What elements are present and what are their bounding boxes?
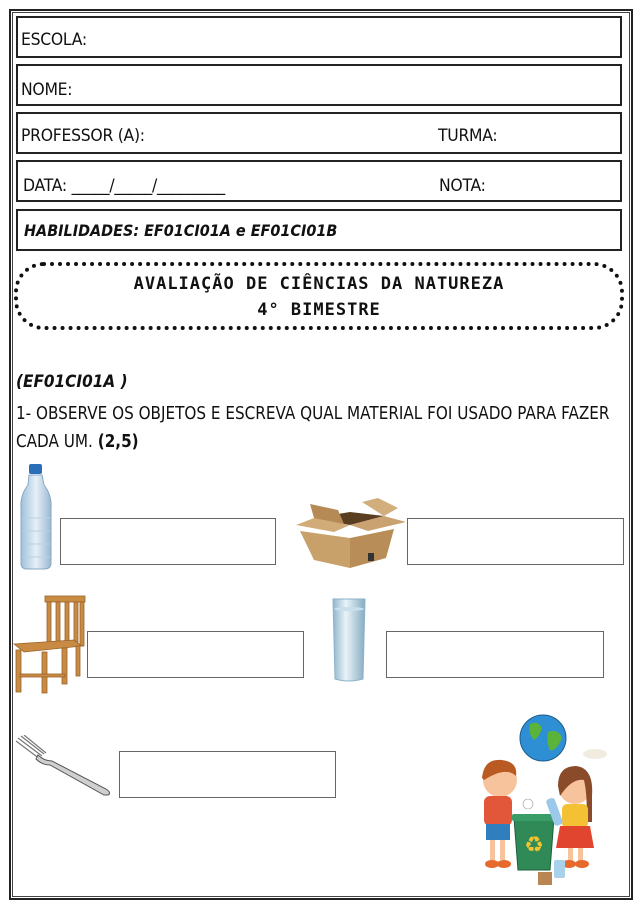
teacher-class-field[interactable] [16, 112, 622, 154]
question-1-points: (2,5) [97, 432, 139, 452]
date-label: DATA: _____/_____/_________ [23, 176, 225, 196]
skill-code: (EF01CI01A ) [16, 372, 128, 392]
school-label: ESCOLA: [21, 30, 87, 50]
glass-cup-icon [331, 597, 367, 685]
teacher-label: PROFESSOR (A): [21, 126, 145, 146]
date-grade-field[interactable] [16, 160, 622, 202]
school-field[interactable] [16, 16, 622, 58]
grade-label: NOTA: [439, 176, 486, 196]
answer-chair-input[interactable] [87, 631, 304, 678]
metal-fork-icon [14, 735, 114, 797]
name-field[interactable] [16, 64, 622, 106]
answer-box-input[interactable] [407, 518, 624, 565]
question-1 [16, 400, 625, 456]
plastic-bottle-icon [16, 463, 56, 571]
assessment-title-box [14, 262, 624, 330]
name-label: NOME: [21, 80, 73, 100]
skills-box [16, 209, 622, 251]
question-1-text: 1- OBSERVE OS OBJETOS E ESCREVA QUAL MATERIAL FOI USADO PARA FAZER CADA UM. [16, 404, 610, 452]
wooden-chair-icon [12, 594, 88, 694]
answer-fork-input[interactable] [119, 751, 336, 798]
class-label: TURMA: [438, 126, 498, 146]
cardboard-box-icon [294, 498, 406, 570]
assessment-title: AVALIAÇÃO DE CIÊNCIAS DA NATUREZA [133, 274, 505, 294]
skills-text: HABILIDADES: EF01CI01A e EF01CI01B [24, 221, 338, 240]
children-recycling-illustration [470, 714, 620, 890]
assessment-term: 4° BIMESTRE [257, 300, 381, 320]
svg-text:♻: ♻ [524, 833, 544, 858]
answer-glass-input[interactable] [386, 631, 604, 678]
answer-bottle-input[interactable] [60, 518, 276, 565]
